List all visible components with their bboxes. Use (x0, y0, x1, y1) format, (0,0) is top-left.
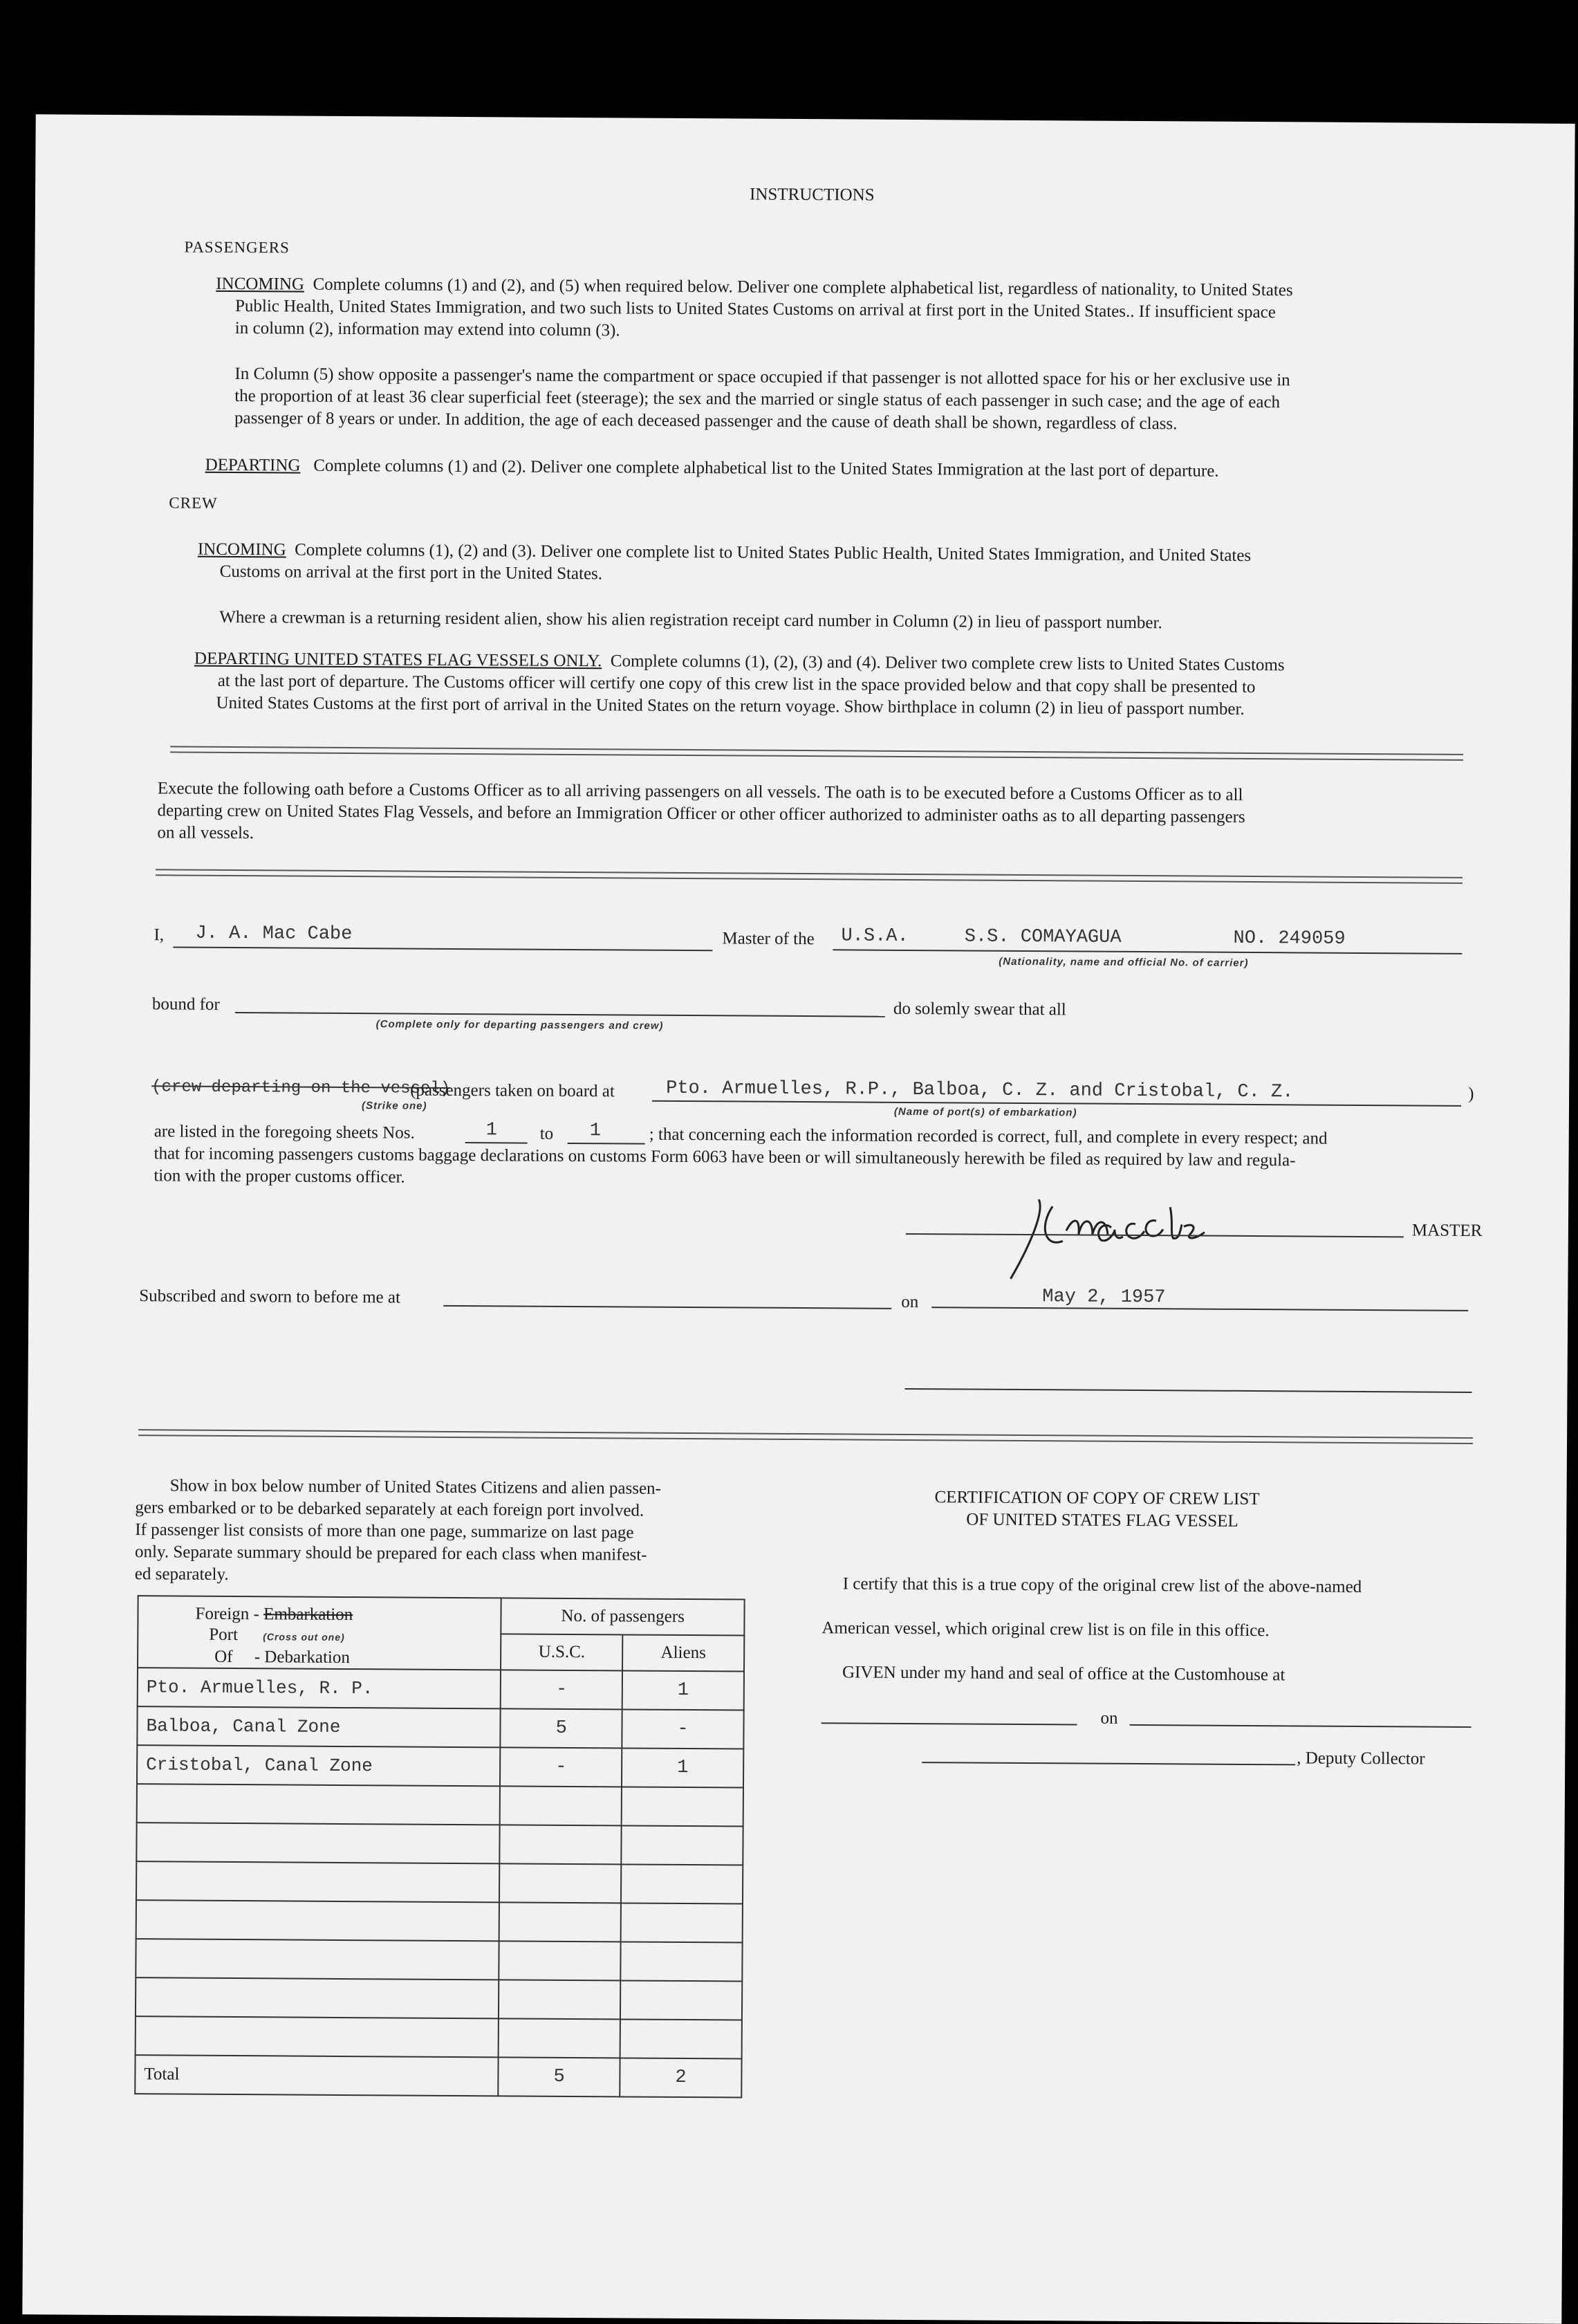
passengers-text: (passengers taken on board at (410, 1080, 615, 1101)
port-header: Foreign - Embarkation Port (Cross out one) Of - Debarkation (138, 1596, 501, 1670)
table-header-row (138, 1596, 744, 1635)
row-port: Pto. Armuelles, R. P. (138, 1668, 501, 1708)
certification-text-3: GIVEN under my hand and seal of office at the Customhouse at (842, 1663, 1285, 1685)
strike-caption: (Strike one) (361, 1100, 427, 1112)
certification-text-1: I certify that this is a true copy of the original crew list of the above-named (842, 1574, 1362, 1596)
close-paren: ) (1468, 1084, 1474, 1103)
departing-text: Complete columns (1) and (2). Deliver one complete alphabetical list to the United States Immigration at the last port of departure. (313, 456, 1219, 481)
divider (156, 869, 1463, 884)
crew-departing-label: DEPARTING UNITED STATES FLAG VESSELS ONLY. (194, 649, 602, 671)
usc-header: U.S.C. (501, 1634, 622, 1670)
summary-line4: only. Separate summary should be prepared for each class when manifest- (134, 1542, 647, 1565)
crew-departing-text-2: at the last port of departure. The Customs officer will certify one copy of this crew list in the space provided below and that copy shall be presented to (217, 671, 1256, 697)
incoming-text-2: Public Health, United States Immigration, and two such lists to United States Customs on arrival at first port in the United States.. If insufficient space (234, 296, 1276, 322)
summary-line3: If passenger list consists of more than one page, summarize on last page (135, 1520, 634, 1542)
listed-text: ; that concerning each the information recorded is correct, full, and complete in every respect; and (649, 1125, 1328, 1148)
summary-line1: Show in box below number of United States Citizens and alien passen- (169, 1476, 661, 1498)
passenger-summary-table (134, 1595, 745, 2098)
bound-line (235, 1012, 885, 1017)
table-row-empty (136, 1900, 743, 1942)
row-aliens: 1 (622, 1670, 744, 1710)
incoming-text-3: in column (2), information may extend into column (3). (234, 318, 620, 340)
oath-date: May 2, 1957 (1042, 1286, 1166, 1309)
listed-text-2: that for incoming passengers customs baggage declarations on customs Form 6063 have been or will simultaneously herewith be filed as required by law and regula- (154, 1144, 1296, 1170)
crew-resident: Where a crewman is a returning resident alien, show his alien registration receipt card number in Column (2) in lieu of passport number. (219, 607, 1162, 633)
crew-departing-text-3: United States Customs at the first port of arrival in the United States on the return voyage. Show birthplace in column (2) in lieu of passport number. (216, 693, 1245, 719)
crew-departing-struck: (crew departing on the vessel) (151, 1078, 451, 1098)
table-row (138, 1668, 744, 1710)
table-row-empty (136, 1823, 743, 1865)
certification-title-2: OF UNITED STATES FLAG VESSEL (966, 1510, 1238, 1531)
oath-intro-line1: Execute the following oath before a Customs Officer as to all arriving passengers on all vessels. The oath is to be executed before a Customs Officer as to all (157, 779, 1243, 804)
passengers-heading: PASSENGERS (184, 238, 290, 257)
subscribed-label: Subscribed and sworn to before me at (139, 1286, 401, 1307)
sheet-from: 1 (485, 1120, 498, 1141)
row-aliens: - (622, 1709, 743, 1749)
deputy-line (922, 1762, 1295, 1765)
customhouse-line (822, 1722, 1077, 1725)
bound-caption: (Complete only for departing passengers and crew) (375, 1018, 664, 1032)
master-of-label: Master of the (722, 929, 815, 949)
header-debarkation: Debarkation (264, 1648, 350, 1668)
table-row-empty (136, 1977, 742, 2020)
page-title: INSTRUCTIONS (749, 185, 875, 205)
certification-date-line (1130, 1724, 1472, 1728)
master-signature (996, 1186, 1301, 1291)
passengers-incoming (216, 273, 1293, 347)
master-label: MASTER (1411, 1221, 1483, 1241)
header-foreign: Foreign (195, 1604, 250, 1624)
listed-label: are listed in the foregoing sheets Nos. (154, 1122, 415, 1143)
total-label: Total (135, 2055, 499, 2096)
subscribed-line (443, 1305, 891, 1309)
certification-on-label: on (1100, 1708, 1118, 1728)
sheet-from-line (465, 1142, 528, 1144)
column5-line1: In Column (5) show opposite a passenger's name the compartment or space occupied if that passenger is not allotted space for his or her exclusive use in (234, 364, 1290, 390)
listed-text-3: tion with the proper customs officer. (154, 1166, 405, 1187)
table-row-empty (136, 1861, 743, 1903)
master-name-line (173, 946, 712, 951)
row-port: Balboa, Canal Zone (137, 1706, 501, 1747)
sheet-to-line (568, 1143, 645, 1145)
to-label: to (539, 1124, 554, 1143)
divider (138, 1429, 1473, 1444)
vessel-caption: (Nationality, name and official No. of carrier) (999, 955, 1249, 969)
header-port: Port (209, 1625, 239, 1645)
oath-intro-line2: departing crew on United States Flag Vessels, and before an Immigration Officer or other officer authorized to administer oaths as to all departing passengers (157, 801, 1245, 827)
sheet-to: 1 (589, 1120, 602, 1142)
table-total-row (135, 2055, 741, 2097)
row-usc: 5 (501, 1708, 622, 1748)
row-port: Cristobal, Canal Zone (137, 1745, 501, 1786)
column5-paragraph (234, 363, 1290, 436)
ports-caption: (Name of port(s) of embarkation) (893, 1105, 1077, 1119)
summary-line5: ed separately. (134, 1565, 229, 1584)
certification-text-2: American vessel, which original crew list is on file in this office. (822, 1618, 1270, 1641)
deputy-label: , Deputy Collector (1297, 1749, 1425, 1769)
table-row (137, 1745, 743, 1787)
certification-title-1: CERTIFICATION OF COPY OF CREW LIST (934, 1488, 1260, 1509)
crew-departing (194, 648, 1284, 721)
crew-incoming-label: INCOMING (197, 540, 286, 560)
total-usc: 5 (499, 2057, 620, 2096)
header-embarkation: Embarkation (263, 1605, 353, 1625)
passengers-header: No. of passengers (501, 1598, 745, 1635)
table-row-empty (136, 2016, 742, 2058)
summary-note (135, 1475, 661, 1589)
document-page (22, 114, 1575, 2324)
swear-text: do solemly swear that all (893, 999, 1066, 1020)
column5-line2: the proportion of at least 36 clear superficial feet (steerage); the sex and the married or single status of each passenger in such case; and the age of each (234, 386, 1281, 412)
total-aliens: 2 (620, 2058, 741, 2097)
oath-intro-line3: on all vessels. (157, 823, 254, 843)
officer-signature-line (904, 1388, 1472, 1393)
embarkation-ports: Pto. Armuelles, R.P., Balboa, C. Z. and Cristobal, C. Z. (666, 1078, 1294, 1103)
crew-incoming-text: Complete columns (1), (2) and (3). Deliver one complete list to United States Public Health, United States Immigration, and United States (295, 540, 1252, 565)
header-of: Of (214, 1647, 233, 1667)
table-row (137, 1706, 743, 1749)
table-row-empty (137, 1784, 743, 1826)
summary-line2: gers embarked or to be debarked separately at each foreign port involved. (135, 1498, 644, 1520)
crew-heading: CREW (169, 494, 218, 512)
row-usc: - (501, 1670, 622, 1709)
master-name: J. A. Mac Cabe (195, 923, 353, 946)
crew-incoming-text-2: Customs on arrival at the first port in the United States. (219, 562, 603, 584)
column5-line3: passenger of 8 years or under. In addition, the age of each deceased passenger and the cause of death shall be shown, regardless of class. (234, 408, 1178, 434)
vessel-line (833, 949, 1462, 954)
passengers-departing (205, 454, 1219, 483)
row-usc: - (500, 1747, 622, 1787)
bound-label: bound for (151, 995, 220, 1014)
date-line (931, 1307, 1468, 1311)
on-label: on (901, 1292, 919, 1312)
table-row-empty (136, 1939, 742, 1981)
oath-i-label: I, (154, 925, 165, 945)
departing-label: DEPARTING (205, 455, 301, 475)
crew-departing-text: Complete columns (1), (2), (3) and (4). Deliver two complete crew lists to United States Customs (610, 652, 1285, 675)
aliens-header: Aliens (622, 1634, 744, 1671)
incoming-label: INCOMING (216, 274, 305, 294)
divider (170, 746, 1463, 760)
row-aliens: 1 (622, 1748, 743, 1787)
oath-intro (157, 777, 1245, 851)
vessel-info: U.S.A. S.S. COMAYAGUA NO. 249059 (841, 925, 1346, 950)
header-cross: (Cross out one) (263, 1631, 345, 1643)
crew-incoming (198, 539, 1252, 589)
incoming-text: Complete columns (1) and (2), and (5) when required below. Deliver one complete alphabetical list, regardless of nationality, to United States (313, 275, 1293, 300)
